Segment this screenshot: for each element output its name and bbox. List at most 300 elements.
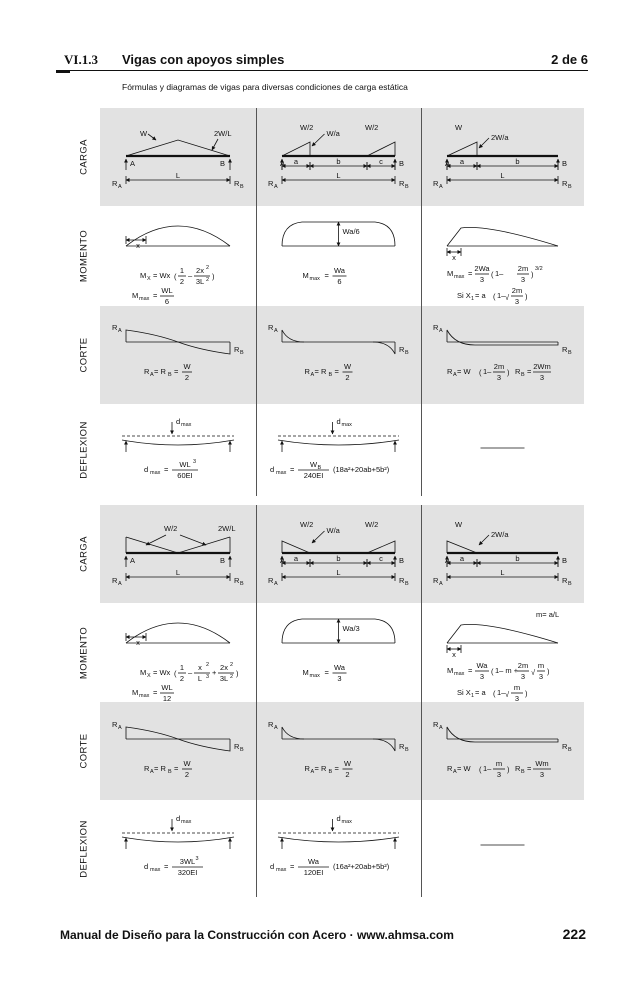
rb-sub: B <box>168 769 172 775</box>
sqrt-symbol: √ <box>505 293 510 302</box>
fraction-denominator: 3 <box>520 672 526 681</box>
span-a-label: a <box>293 157 299 166</box>
load-w-label: W/2 <box>164 524 178 533</box>
support-a-label: A <box>130 556 136 565</box>
reaction-b-label: R <box>234 345 240 354</box>
momento-diagram <box>282 222 395 286</box>
fraction-numerator: 2m <box>511 286 523 295</box>
fraction-denominator: 120EI <box>303 868 324 877</box>
num: 2x <box>196 266 204 275</box>
rb-symbol: R <box>515 367 521 376</box>
load-intensity-label: 2W/L <box>214 129 232 138</box>
sup: 3 <box>193 459 197 465</box>
page-subtitle: Fórmulas y diagramas de vigas para diversas condiciones de carga estática <box>122 82 408 92</box>
reaction-b-label: R <box>562 742 568 751</box>
momento-diagram <box>126 226 230 306</box>
reaction-a-sub: A <box>439 725 443 731</box>
ra-eq: = W <box>457 764 471 773</box>
carga-diagram <box>112 129 244 190</box>
den: 3L <box>195 277 205 286</box>
rb-sub: B <box>328 769 333 775</box>
fraction-numerator: 2m <box>493 362 505 371</box>
fraction-numerator: Wa <box>334 266 345 275</box>
dmax-sub: max <box>181 819 192 825</box>
deflected-shape <box>122 837 234 842</box>
mx-symbol: M <box>140 271 147 280</box>
fraction-numerator: WL <box>161 683 173 692</box>
paren: ( <box>479 368 482 377</box>
paren: ) <box>531 270 534 279</box>
fraction-denominator: 240EI <box>303 471 324 480</box>
mmax-sub: max <box>139 693 150 699</box>
dmax-sub: max <box>181 422 192 428</box>
paren: ( <box>491 667 494 676</box>
fraction-denominator: 320EI <box>177 868 198 877</box>
sup: 3 <box>195 856 199 862</box>
load-w-label: W <box>455 520 463 529</box>
paren: ( <box>174 272 177 281</box>
rb-mid: = R <box>314 764 327 773</box>
eq: = <box>290 465 295 474</box>
si-label: Si X <box>457 291 471 300</box>
support-b-label: B <box>562 159 568 168</box>
span-l-label: L <box>336 171 341 180</box>
section-code: VI.1.3 <box>64 52 98 67</box>
sup: 2 <box>230 662 234 668</box>
mmax-symbol: M <box>447 269 454 278</box>
fraction-denominator: 3 <box>538 672 544 681</box>
dmax-label: d <box>176 417 181 426</box>
support-b-label: B <box>562 556 568 565</box>
reaction-a-sub: A <box>274 328 278 334</box>
rb-symbol: R <box>515 764 521 773</box>
reaction-a-sub: A <box>274 725 278 731</box>
load-shape <box>447 142 477 156</box>
fraction-numerator: W <box>183 362 191 371</box>
fraction-numerator: W <box>343 759 352 768</box>
reaction-a-label: R <box>112 179 118 188</box>
span-a-label: a <box>293 554 299 563</box>
deflexion-diagram <box>122 814 234 877</box>
row-label-corte-2: CORTE <box>78 733 90 769</box>
mmax-symbol: M <box>132 688 139 697</box>
x-label: x <box>136 638 140 647</box>
fraction-denominator: 3 <box>520 275 526 284</box>
eq: = <box>290 862 295 871</box>
section-page: 2 de 6 <box>551 52 588 67</box>
num: 2x <box>220 663 228 672</box>
reaction-b-sub: B <box>405 747 409 753</box>
fraction-numerator: Wa <box>308 857 319 866</box>
load-w2-label: W/2 <box>365 520 379 529</box>
span-l-label: L <box>336 568 341 577</box>
shear-curve <box>373 739 395 751</box>
row-label-deflexion-1: DEFLEXION <box>78 421 90 479</box>
reaction-a-sub: A <box>439 328 443 334</box>
fraction-denominator: 3 <box>479 672 485 681</box>
ra-sub: A <box>310 372 315 378</box>
load-intensity-label: 2W/a <box>491 133 509 142</box>
par-a: 1– <box>495 269 504 278</box>
reaction-a-label: R <box>433 323 439 332</box>
support-b-label: B <box>220 556 226 565</box>
reaction-a-label: R <box>268 179 274 188</box>
paren: ( <box>493 689 496 698</box>
mmax-symbol: M <box>132 291 139 300</box>
fraction-denominator: 2 <box>184 770 190 779</box>
fraction-numerator: WL <box>179 460 191 469</box>
op: – <box>188 271 193 280</box>
reaction-b-sub: B <box>568 184 572 190</box>
par-a: 1– m + <box>495 666 519 675</box>
mx-symbol: M <box>140 668 147 677</box>
shear-curve <box>282 727 304 739</box>
reaction-b-sub: B <box>568 581 572 587</box>
momento-diagram <box>282 619 395 683</box>
reaction-a-sub: A <box>118 581 122 587</box>
fraction-numerator: Wa <box>476 661 488 670</box>
moment-value-label: Wa/3 <box>342 624 360 633</box>
leader <box>479 138 489 148</box>
carga-diagram <box>433 123 572 190</box>
fraction-numerator: 2Wa <box>474 264 490 273</box>
paren: ( <box>493 292 496 301</box>
deflexion-diagram <box>270 417 399 480</box>
ra-sub: A <box>453 372 457 378</box>
fraction-numerator: 2Wm <box>533 362 551 371</box>
eq: = <box>174 367 179 376</box>
dmax-symbol: d <box>144 862 149 871</box>
fraction-denominator: 2 <box>345 373 350 382</box>
deflected-shape <box>278 440 399 445</box>
sub: B <box>317 465 322 471</box>
support-b-label: B <box>220 159 226 168</box>
paren: ) <box>525 292 528 301</box>
ra-sub: A <box>150 372 154 378</box>
momento-diagram <box>447 227 558 306</box>
reaction-b-label: R <box>399 345 405 354</box>
cell-s1-c0 <box>112 524 244 877</box>
fraction-denominator: 3 <box>539 373 545 382</box>
rb-mid: = R <box>154 764 166 773</box>
fraction-numerator: 2m <box>517 264 529 273</box>
dmax-label: d <box>336 814 341 823</box>
reaction-b-label: R <box>399 576 405 585</box>
row-label-momento-2: MOMENTO <box>78 626 90 679</box>
fraction-denominator: 2 <box>184 373 190 382</box>
x-label: x <box>452 650 456 659</box>
span-c-label: c <box>379 554 383 563</box>
reaction-a-label: R <box>268 323 274 332</box>
moment-value-label: Wa/6 <box>342 227 360 236</box>
deflected-shape <box>122 440 234 445</box>
fraction-denominator: 2 <box>179 277 185 286</box>
op: + <box>212 668 217 677</box>
polynomial: (16a²+20ab+5b²) <box>333 862 390 871</box>
deflexion-diagram <box>122 417 234 480</box>
leader <box>146 535 166 545</box>
reaction-a-label: R <box>112 576 118 585</box>
fraction-numerator: m <box>495 759 503 768</box>
dmax-symbol: d <box>144 465 149 474</box>
reaction-a-sub: A <box>439 581 443 587</box>
si-label: Si X <box>457 688 471 697</box>
paren: ) <box>525 689 528 698</box>
cell-s0-c2 <box>433 123 572 448</box>
mmax-sub: max <box>454 274 465 280</box>
mmax-symbol: M <box>302 271 309 280</box>
power: 3/2 <box>535 266 543 272</box>
support-a-label: A <box>130 159 136 168</box>
ra-symbol: R <box>144 367 150 376</box>
reaction-b-sub: B <box>240 581 244 587</box>
load-w1-label: W/2 <box>300 520 314 529</box>
moment-curve <box>126 226 230 246</box>
fraction-numerator: m <box>537 661 545 670</box>
ra-symbol: R <box>447 367 453 376</box>
dmax-sub: max <box>276 470 287 476</box>
row-label-momento-1: MOMENTO <box>78 229 90 283</box>
span-l-label: L <box>500 568 505 577</box>
load-shape <box>282 142 310 156</box>
num: x <box>198 663 202 672</box>
fraction-denominator: 3 <box>337 674 342 683</box>
shear-curve <box>447 727 558 742</box>
x1-sub: 1 <box>471 296 475 302</box>
reaction-b-sub: B <box>405 350 409 356</box>
shear-curve <box>282 330 304 342</box>
mmax-sub: max <box>454 671 465 677</box>
fraction-numerator: W <box>309 460 318 469</box>
deflected-shape <box>278 837 399 842</box>
load-shape <box>126 537 230 553</box>
dmax-sub: max <box>341 819 352 825</box>
cell-s1-c2 <box>433 520 572 845</box>
dmax-label: d <box>336 417 341 426</box>
reaction-a-sub: A <box>118 328 122 334</box>
reaction-a-label: R <box>268 720 274 729</box>
load-shape <box>367 541 395 553</box>
leader <box>479 535 489 545</box>
support-a-label: A <box>280 556 286 565</box>
reaction-a-sub: A <box>274 184 278 190</box>
ra-sub: A <box>310 769 315 775</box>
corte-diagram <box>268 720 409 779</box>
support-a-label: A <box>445 556 451 565</box>
support-a-label: A <box>445 159 451 168</box>
polynomial: (18a²+20ab+5b²) <box>333 465 390 474</box>
fraction-denominator: 12 <box>162 694 172 703</box>
sup: 2 <box>206 277 210 283</box>
dmax-sub: max <box>276 867 287 873</box>
load-w1-label: W/2 <box>300 123 314 132</box>
fraction-denominator: 2 <box>345 770 350 779</box>
rb-mid: = R <box>314 367 327 376</box>
moment-curve <box>447 227 558 246</box>
corte-diagram <box>433 720 572 779</box>
row-label-carga-2: CARGA <box>78 536 90 572</box>
x-label: x <box>136 241 140 250</box>
span-a-label: a <box>459 554 465 563</box>
support-b-label: B <box>399 556 405 565</box>
span-a-label: a <box>459 157 465 166</box>
fraction-denominator: 6 <box>164 297 170 306</box>
span-l-label: L <box>175 171 181 180</box>
reaction-a-sub: A <box>118 184 122 190</box>
eq: = <box>164 862 169 871</box>
fraction-denominator: 2 <box>179 674 185 683</box>
span-b-label: b <box>515 157 520 166</box>
deflexion-diagram <box>270 814 399 877</box>
reaction-b-sub: B <box>240 747 244 753</box>
corte-diagram <box>112 323 244 382</box>
paren: ) <box>212 272 215 281</box>
mmax-sub: max <box>309 276 320 282</box>
reaction-a-sub: A <box>439 184 443 190</box>
corte-diagram <box>268 323 409 382</box>
load-shape <box>447 541 477 553</box>
footer-text: Manual de Diseño para la Construcción con Acero · www.ahmsa.com <box>60 928 454 942</box>
load-w2-label: W/2 <box>365 123 379 132</box>
reaction-b-label: R <box>562 576 568 585</box>
ra-eq: = W <box>457 367 471 376</box>
page-number: 222 <box>562 926 586 942</box>
fraction-denominator: 3 <box>539 770 545 779</box>
reaction-b-sub: B <box>405 184 409 190</box>
mmax-symbol: M <box>447 666 454 675</box>
fraction-denominator: 3 <box>496 770 502 779</box>
rb-sub: B <box>521 769 525 775</box>
paren: ( <box>491 270 494 279</box>
reaction-a-label: R <box>433 720 439 729</box>
cell-s0-c0 <box>112 129 244 480</box>
carga-diagram <box>433 520 572 587</box>
ra-symbol: R <box>304 764 310 773</box>
reaction-b-label: R <box>234 576 240 585</box>
reaction-b-label: R <box>399 742 405 751</box>
momento-diagram <box>447 610 559 703</box>
shear-curve <box>447 330 558 345</box>
eq: = <box>334 367 339 376</box>
mx-eq: = Wx <box>153 271 171 280</box>
reaction-b-label: R <box>562 345 568 354</box>
mx-sub: X <box>147 673 151 679</box>
load-shape <box>126 140 230 156</box>
sup: 3 <box>206 674 210 680</box>
rb-sub: B <box>168 372 172 378</box>
dmax-sub: max <box>150 470 161 476</box>
rb-sub: B <box>521 372 525 378</box>
cell-s0-c1 <box>268 123 409 480</box>
span-l-label: L <box>500 171 505 180</box>
par-a: 1– <box>497 688 506 697</box>
reaction-b-sub: B <box>568 747 572 753</box>
dmax-sub: max <box>341 422 352 428</box>
cell-s1-c1 <box>268 520 409 877</box>
fraction-numerator: 1 <box>179 663 185 672</box>
span-l-label: L <box>175 568 181 577</box>
load-intensity-label: W/a <box>326 526 340 535</box>
dmax-symbol: d <box>270 465 275 474</box>
paren: ( <box>479 765 482 774</box>
ra-sub: A <box>453 769 457 775</box>
reaction-b-label: R <box>562 179 568 188</box>
paren: ) <box>547 667 550 676</box>
fraction-denominator: 60EI <box>177 471 193 480</box>
rb-eq: = <box>527 764 532 773</box>
fraction-denominator: 6 <box>337 277 342 286</box>
fraction-numerator: W <box>183 759 191 768</box>
reaction-b-label: R <box>234 179 240 188</box>
paren: ) <box>236 669 239 678</box>
reaction-a-sub: A <box>118 725 122 731</box>
load-shape <box>282 541 310 553</box>
leader <box>212 139 218 150</box>
den: L <box>197 674 203 683</box>
fraction-numerator: W <box>343 362 352 371</box>
op: – <box>188 668 193 677</box>
fraction-numerator: 2m <box>517 661 529 670</box>
sup: 2 <box>206 265 210 271</box>
leader <box>148 134 156 140</box>
sqrt-symbol: √ <box>531 668 536 677</box>
span-b-label: b <box>515 554 520 563</box>
rb-sub: B <box>328 372 333 378</box>
moment-curve <box>126 623 230 643</box>
mmax-sub: max <box>309 673 320 679</box>
sup: 2 <box>230 674 234 680</box>
x-label: x <box>452 253 456 262</box>
span-b-label: b <box>336 157 341 166</box>
x1-eq: = a <box>475 688 486 697</box>
mmax-symbol: M <box>302 668 309 677</box>
momento-diagram <box>126 623 239 703</box>
carga-diagram <box>112 524 244 587</box>
dmax-label: d <box>176 814 181 823</box>
load-w-label: W <box>455 123 463 132</box>
par-a: 1– <box>483 367 492 376</box>
support-a-label: A <box>280 159 286 168</box>
reaction-a-label: R <box>112 720 118 729</box>
corte-diagram <box>112 720 244 779</box>
load-intensity-label: 2W/a <box>491 530 509 539</box>
shear-curve <box>373 342 395 354</box>
leader <box>180 535 206 545</box>
leader <box>312 531 325 543</box>
reaction-b-sub: B <box>240 350 244 356</box>
paren: ) <box>507 368 510 377</box>
eq: = <box>164 465 169 474</box>
carga-diagram <box>268 520 409 587</box>
moment-curve <box>447 624 558 643</box>
dmax-sub: max <box>150 867 161 873</box>
x1-sub: 1 <box>471 693 475 699</box>
support-b-label: B <box>399 159 405 168</box>
fraction-denominator: 3 <box>514 297 520 306</box>
reaction-a-label: R <box>268 576 274 585</box>
mmax-eq: = <box>468 666 473 675</box>
eq: = <box>174 764 179 773</box>
paren: ( <box>174 669 177 678</box>
corte-diagram <box>433 323 572 382</box>
mmax-eq: = <box>153 291 158 300</box>
mmax-eq: = <box>153 688 158 697</box>
mx-sub: X <box>147 276 151 282</box>
fraction-numerator: 1 <box>179 266 185 275</box>
leader <box>312 134 325 146</box>
m-definition: m= a/L <box>536 610 560 619</box>
ra-sub: A <box>150 769 154 775</box>
